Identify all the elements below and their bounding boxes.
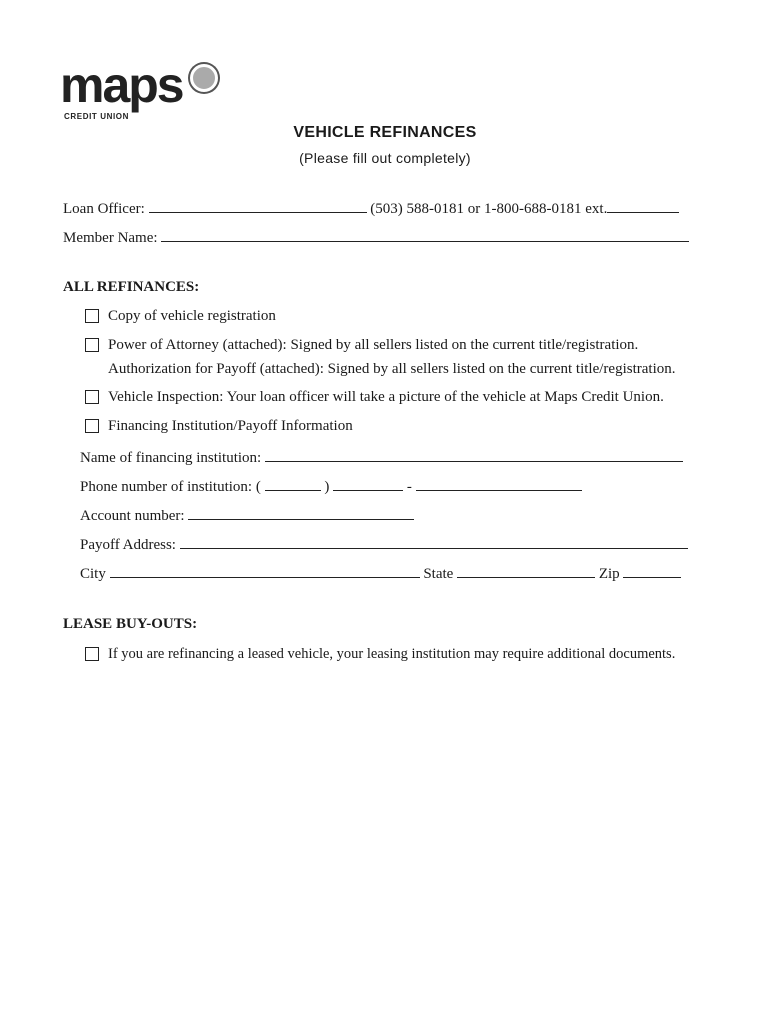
account-number-row [80, 505, 414, 525]
logo-circle-icon [190, 64, 218, 92]
state-field[interactable] [457, 563, 595, 578]
institution-phone-label: Phone number of institution: ( [80, 479, 261, 495]
institution-phone-row [80, 476, 582, 496]
account-number-field[interactable] [188, 505, 414, 520]
lease-buyouts-heading: LEASE BUY-OUTS: [63, 616, 198, 632]
form-subtitle: (Please fill out completely) [299, 150, 471, 166]
member-name-field[interactable] [161, 227, 689, 242]
power-of-attorney-checkbox[interactable] [85, 338, 99, 352]
phone-dash: - [406, 479, 412, 495]
payoff-address-row [80, 534, 688, 554]
phone-line-field[interactable] [416, 476, 582, 491]
state-label: State [423, 566, 454, 582]
city-state-zip-row [80, 563, 681, 583]
phone-prefix-field[interactable] [333, 476, 403, 491]
loan-officer-row [63, 198, 679, 218]
vehicle-inspection-item: Vehicle Inspection: Your loan officer will take a picture of the vehicle at Maps Credit Union. [108, 389, 664, 405]
loan-officer-phone: (503) 588-0181 or 1-800-688-0181 ext. [370, 201, 608, 217]
phone-close-paren: ) [324, 479, 330, 495]
member-name-label: Member Name: [63, 230, 158, 246]
financing-info-checkbox[interactable] [85, 419, 99, 433]
payoff-address-label: Payoff Address: [80, 537, 176, 553]
vehicle-inspection-checkbox[interactable] [85, 390, 99, 404]
registration-checkbox[interactable] [85, 309, 99, 323]
registration-item: Copy of vehicle registration [108, 308, 276, 324]
financing-info-item: Financing Institution/Payoff Information [108, 418, 353, 434]
zip-label: Zip [598, 566, 620, 582]
form-title: VEHICLE REFINANCES [293, 124, 477, 141]
payoff-address-field[interactable] [180, 534, 688, 549]
member-name-row [63, 227, 689, 247]
logo-wordmark: maps [60, 57, 183, 113]
payoff-authorization-item: Authorization for Payoff (attached): Signed by all sellers listed on the current title/registration. [108, 361, 676, 377]
institution-name-row [80, 447, 683, 467]
institution-name-field[interactable] [265, 447, 683, 462]
city-label: City [80, 566, 106, 582]
loan-officer-field[interactable] [149, 198, 367, 213]
power-of-attorney-item: Power of Attorney (attached): Signed by all sellers listed on the current title/registration. [108, 337, 639, 353]
account-number-label: Account number: [80, 508, 185, 524]
institution-name-label: Name of financing institution: [80, 450, 262, 466]
lease-buyout-checkbox[interactable] [85, 647, 99, 661]
maps-logo [60, 57, 230, 130]
extension-field[interactable] [607, 198, 679, 213]
city-field[interactable] [110, 563, 420, 578]
lease-buyout-item: If you are refinancing a leased vehicle, your leasing institution may require additional documents. [108, 646, 676, 662]
all-refinances-heading: ALL REFINANCES: [63, 279, 200, 295]
loan-officer-label: Loan Officer: [63, 201, 145, 217]
logo-subtitle: CREDIT UNION [64, 112, 129, 121]
area-code-field[interactable] [265, 476, 321, 491]
zip-field[interactable] [623, 563, 681, 578]
